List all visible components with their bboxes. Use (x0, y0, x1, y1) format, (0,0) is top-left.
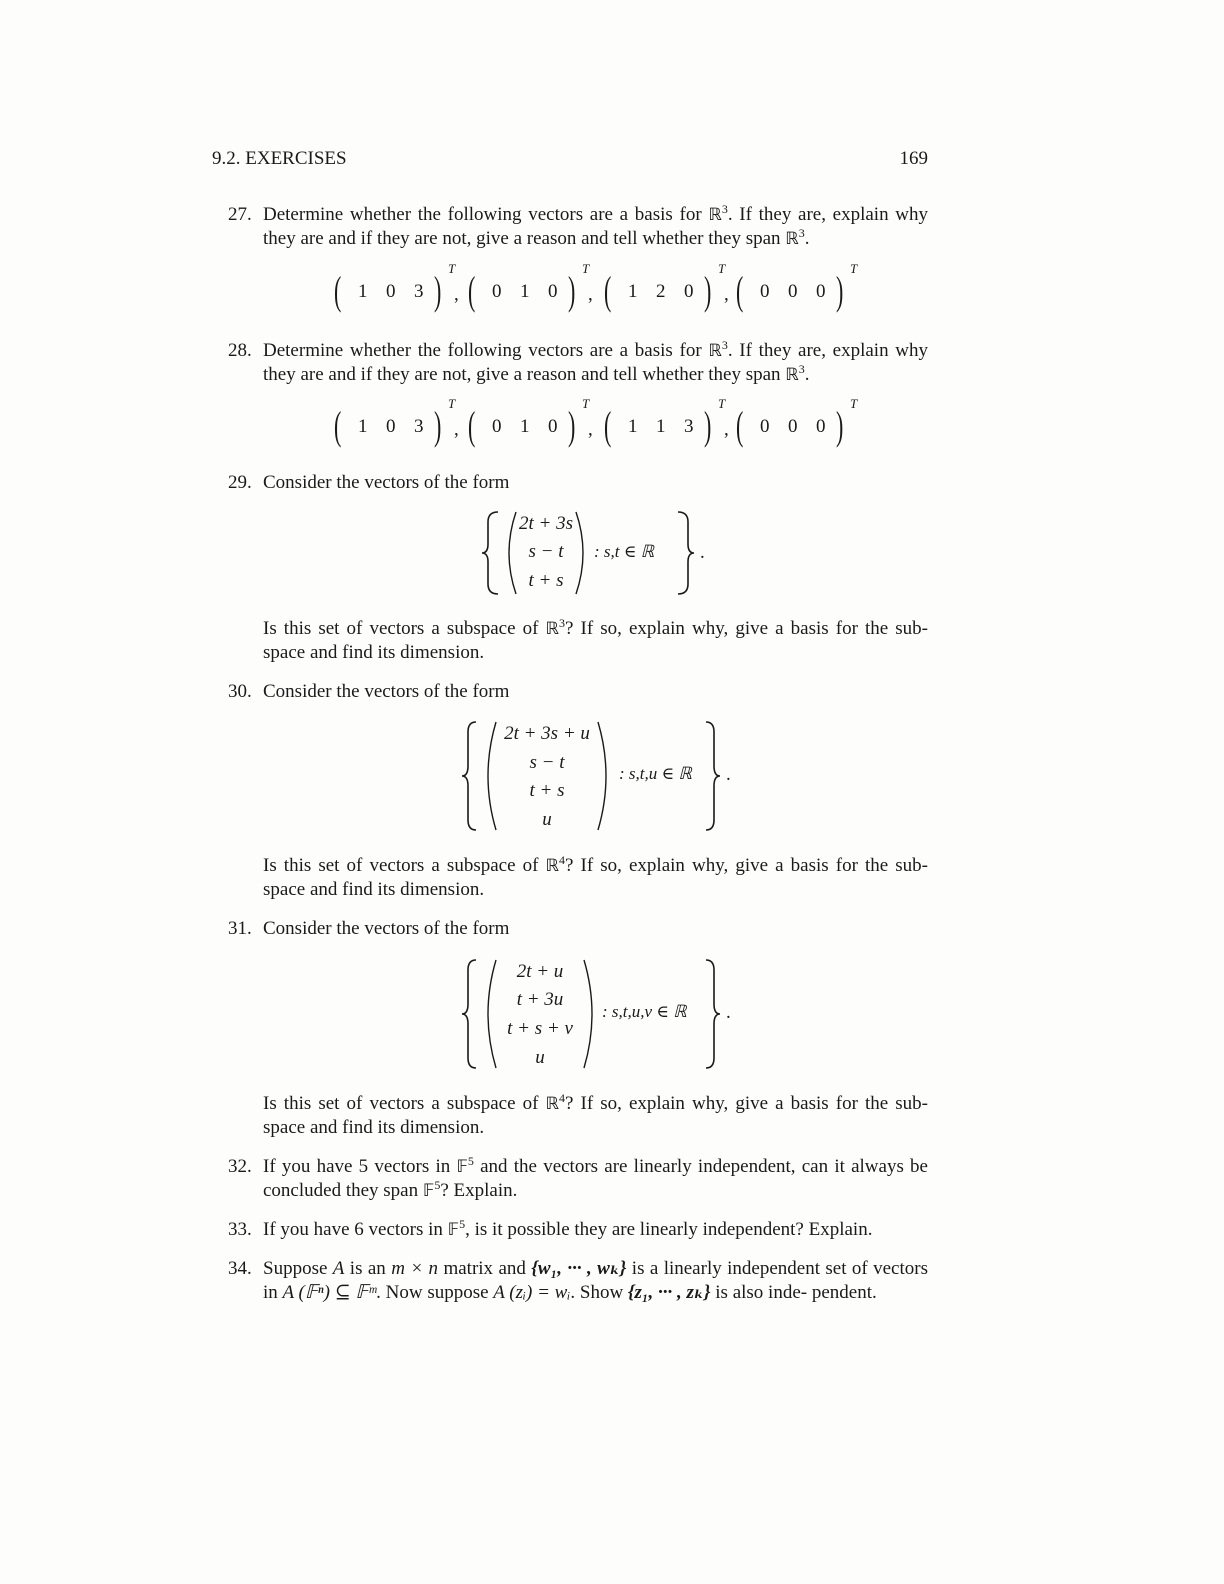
exercise-32 (228, 1155, 928, 1203)
vector-entry: 0 (816, 416, 826, 437)
vector-entry: 0 (386, 281, 396, 302)
text: they are and if they are not, give a reason and tell whether they span (263, 228, 786, 249)
math-expression: A (zᵢ) = wᵢ (493, 1282, 571, 1303)
right-paren: ) (568, 268, 576, 313)
exercise-number: 32. (228, 1156, 252, 1177)
reals-symbol: ℝ (545, 1094, 559, 1114)
text: space and find its dimension. (263, 879, 485, 900)
vector-entry: s − t (529, 752, 565, 773)
vector-entry: 0 (548, 281, 558, 302)
text: ? If so, explain why, give a basis for the sub- (565, 1093, 929, 1114)
transpose-mark: T (850, 261, 858, 276)
intro-text: Consider the vectors of the form (263, 918, 510, 939)
question-31 (263, 1092, 928, 1140)
text: If you have 5 vectors in (263, 1156, 457, 1177)
left-paren: ( (736, 403, 744, 448)
text: . Now suppose (376, 1282, 494, 1303)
vector-entry: t + s (528, 570, 564, 591)
text: vectors in (263, 1258, 928, 1303)
vector-entry: 0 (492, 416, 502, 437)
intro-text: Consider the vectors of the form (263, 681, 510, 702)
vector-entry: t + s + v (507, 1018, 573, 1039)
text: is a linearly independent set of (626, 1258, 868, 1279)
vector-entry: 3 (414, 416, 424, 437)
vector-entry: u (542, 809, 552, 830)
math-set: {z₁, ··· , zₖ} (627, 1282, 711, 1303)
field-symbol: 𝔽 (422, 1181, 435, 1201)
right-paren: ) (568, 403, 576, 448)
math-expression: A (𝔽ⁿ) ⊆ 𝔽ᵐ (282, 1282, 377, 1303)
exponent: 5 (434, 1178, 441, 1192)
vector-entry: 2t + 3s (519, 513, 573, 534)
exponent: 5 (459, 1217, 466, 1231)
comma: , (454, 284, 459, 305)
text: Determine whether the following vectors are a basis for (263, 340, 709, 361)
right-paren: ) (836, 403, 844, 448)
comma: , (724, 284, 729, 305)
vector-entry: 2 (656, 281, 666, 302)
comma: , (724, 419, 729, 440)
section-title: 9.2. EXERCISES (212, 148, 347, 169)
text: . Show (570, 1282, 628, 1303)
vector-entry: 1 (656, 416, 666, 437)
comma: , (588, 284, 593, 305)
vector-entry: 1 (628, 416, 638, 437)
text: , is it possible they are linearly independent? Explain. (465, 1219, 873, 1240)
set-condition: : s,t,u ∈ ℝ (619, 764, 692, 783)
text: Is this set of vectors a subspace of (263, 1093, 546, 1114)
exercise-number: 31. (228, 918, 252, 939)
text: they are and if they are not, give a reason and tell whether they span (263, 364, 786, 385)
right-paren: ) (434, 268, 442, 313)
transpose-mark: T (718, 396, 726, 411)
vector-list-27 (330, 261, 870, 320)
text: . If they are, explain why (727, 340, 928, 361)
exponent: 3 (721, 202, 728, 216)
exercise-28 (228, 339, 928, 387)
vector-entry: 1 (358, 281, 368, 302)
text: Is this set of vectors a subspace of (263, 855, 546, 876)
vector-entry: 2t + u (516, 961, 564, 982)
vector-entry: 0 (684, 281, 694, 302)
intro-text: Consider the vectors of the form (263, 472, 510, 493)
exercise-number: 30. (228, 681, 252, 702)
left-paren: ( (468, 268, 476, 313)
text: matrix and (438, 1258, 532, 1279)
text: pendent. (811, 1282, 877, 1303)
transpose-mark: T (448, 261, 456, 276)
comma: , (454, 419, 459, 440)
set-display-30 (462, 718, 742, 834)
exponent: 3 (559, 616, 565, 630)
left-paren: ( (334, 268, 342, 313)
vector-entry: 3 (684, 416, 694, 437)
text: is an (344, 1258, 392, 1279)
field-symbol: 𝔽 (447, 1220, 460, 1240)
text: ? If so, explain why, give a basis for the sub- (565, 618, 929, 639)
exercise-31 (228, 917, 928, 941)
exercise-29 (228, 471, 928, 495)
reals-symbol: ℝ (785, 229, 799, 249)
right-paren: ) (434, 403, 442, 448)
set-condition: : s,t,u,v ∈ ℝ (602, 1002, 687, 1021)
exercise-number: 29. (228, 472, 252, 493)
vector-entry: 1 (358, 416, 368, 437)
text: . (804, 228, 810, 249)
vector-entry: 1 (628, 281, 638, 302)
exponent: 5 (467, 1154, 474, 1168)
reals-symbol: ℝ (545, 856, 559, 876)
column-vector (498, 718, 596, 834)
text: . (804, 364, 810, 385)
vector-entry: 3 (414, 281, 424, 302)
exercise-number: 27. (228, 204, 252, 225)
right-paren: ) (704, 403, 712, 448)
reals-symbol: ℝ (545, 619, 559, 639)
vector-entry: t + s (529, 780, 565, 801)
exponent: 4 (559, 853, 565, 867)
exercise-30 (228, 680, 928, 704)
exercise-27 (228, 203, 928, 251)
text: . If they are, explain why (727, 204, 928, 225)
transpose-mark: T (850, 396, 858, 411)
text: and the vectors are linearly independent, can it always be (473, 1156, 928, 1177)
text: Is this set of vectors a subspace of (263, 618, 546, 639)
text: ? If so, explain why, give a basis for the sub- (565, 855, 929, 876)
set-display-31 (462, 956, 742, 1072)
vector-entry: 0 (788, 416, 798, 437)
math-expression: m × n (391, 1258, 439, 1279)
vector-entry: 0 (492, 281, 502, 302)
text: Determine whether the following vectors are a basis for (263, 204, 709, 225)
left-paren: ( (604, 268, 612, 313)
vector-entry: 0 (760, 281, 770, 302)
running-head (212, 148, 928, 170)
left-paren: ( (334, 403, 342, 448)
left-paren: ( (736, 268, 744, 313)
transpose-mark: T (582, 261, 590, 276)
text: space and find its dimension. (263, 1117, 485, 1138)
exercise-number: 28. (228, 340, 252, 361)
page-number: 169 (899, 148, 928, 169)
reals-symbol: ℝ (708, 205, 722, 225)
question-30 (263, 854, 928, 902)
exponent: 3 (721, 338, 728, 352)
vector-entry: t + 3u (516, 989, 564, 1010)
period: . (726, 764, 731, 785)
comma: , (588, 419, 593, 440)
vector-entry: 0 (386, 416, 396, 437)
set-display-29 (482, 508, 722, 598)
vector-entry: s − t (528, 541, 564, 562)
left-paren: ( (604, 403, 612, 448)
exercise-number: 34. (228, 1258, 252, 1279)
text: is also inde- (710, 1282, 808, 1303)
exponent: 4 (559, 1091, 565, 1105)
vector-entry: 0 (760, 416, 770, 437)
vector-entry: 0 (548, 416, 558, 437)
right-paren: ) (704, 268, 712, 313)
text: concluded they span (263, 1180, 423, 1201)
left-paren: ( (468, 403, 476, 448)
period: . (726, 1002, 731, 1023)
right-paren: ) (836, 268, 844, 313)
reals-symbol: ℝ (785, 365, 799, 385)
set-condition: : s,t ∈ ℝ (594, 542, 655, 561)
vector-entry: 1 (520, 416, 530, 437)
vector-list-28 (330, 396, 870, 455)
vector-entry: 0 (816, 281, 826, 302)
vector-entry: 1 (520, 281, 530, 302)
text: Suppose (263, 1258, 333, 1279)
text: ? Explain. (440, 1180, 518, 1201)
question-29 (263, 617, 928, 665)
exponent: 3 (798, 226, 805, 240)
period: . (700, 542, 705, 563)
column-vector (498, 956, 582, 1072)
math-symbol: A (332, 1258, 345, 1279)
transpose-mark: T (448, 396, 456, 411)
exercise-number: 33. (228, 1219, 252, 1240)
vector-entry: u (535, 1047, 545, 1068)
exercise-33 (228, 1218, 928, 1242)
text: space and find its dimension. (263, 642, 485, 663)
exercise-34 (228, 1257, 928, 1305)
transpose-mark: T (582, 396, 590, 411)
math-set: {w₁, ··· , wₖ} (531, 1258, 627, 1279)
vector-entry: 2t + 3s + u (504, 723, 590, 744)
field-symbol: 𝔽 (456, 1157, 468, 1177)
exponent: 3 (798, 362, 805, 376)
reals-symbol: ℝ (708, 341, 722, 361)
vector-entry: 0 (788, 281, 798, 302)
text: If you have 6 vectors in (263, 1219, 448, 1240)
transpose-mark: T (718, 261, 726, 276)
column-vector (518, 508, 574, 598)
